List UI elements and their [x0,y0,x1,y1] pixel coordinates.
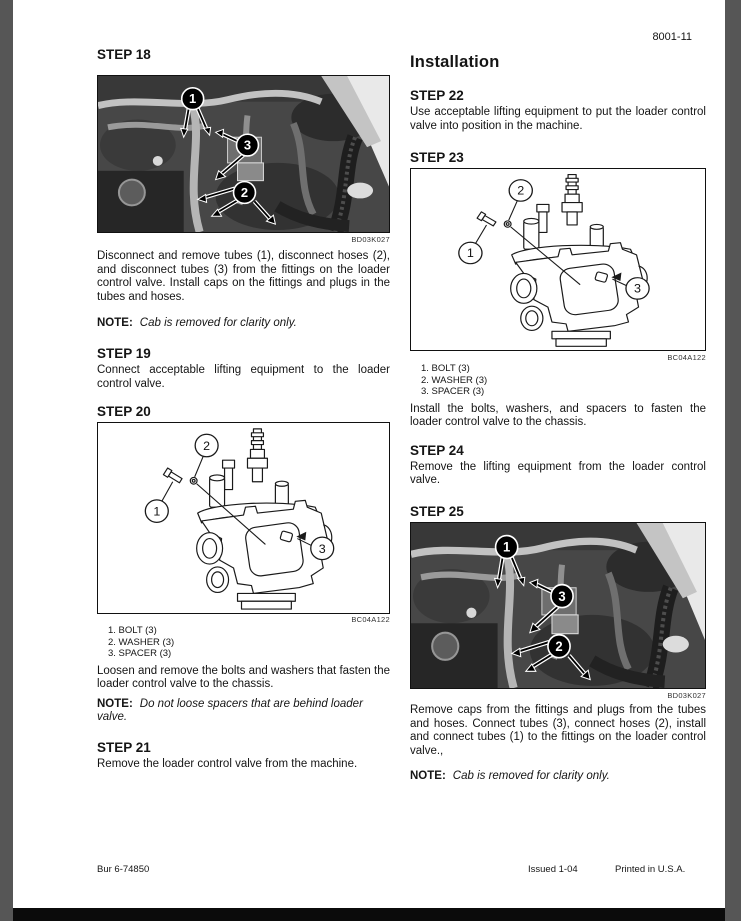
step-24-heading: STEP 24 [410,442,464,458]
step-21-heading: STEP 21 [97,740,151,756]
legend-item: 2. WASHER (3) [108,636,175,648]
step-25-photo [410,522,706,689]
step-20-body: Loosen and remove the bolts and washers that fasten the loader control valve to the chassis. [97,664,390,691]
legend-item: 3. SPACER (3) [421,386,485,398]
step-19-body: Connect acceptable lifting equipment to the loader control valve. [97,363,390,390]
step-24-body: Remove the lifting equipment from the loader control valve. [410,460,706,487]
note-label: NOTE: [97,697,133,710]
step-18-heading: STEP 18 [97,47,151,62]
step-20-legend [97,625,390,660]
step-22-heading: STEP 22 [410,88,464,103]
step-18-body: Disconnect and remove tubes (1), disconnect hoses (2), and disconnect tubes (3) from the fittings on the loader control valve. Install caps on the fittings and plugs in the tubes and hoses. [97,250,390,303]
footer-printed-location: Printed in U.S.A. [615,864,686,875]
figure-code: BD03K027 [667,691,706,701]
figure-code: BC04A122 [667,353,706,363]
legend-item: 2. WASHER (3) [421,374,488,386]
step-19-heading: STEP 19 [97,345,151,361]
column-left [97,47,390,772]
note-label: NOTE: [410,770,446,783]
step-20-diagram [97,422,390,614]
footer-publication-number: Bur 6-74850 [97,864,150,875]
step-23-body: Install the bolts, washers, and spacers to fasten the loader control valve to the chassis. [410,402,706,429]
legend-item: 1. BOLT (3) [421,363,470,375]
section-title: Installation [410,53,500,71]
step-22-body: Use acceptable lifting equipment to put the loader control valve into position in the machine. [410,106,706,132]
step-21-body: Remove the loader control valve from the machine. [97,758,358,771]
figure-code: BC04A122 [351,615,390,625]
footer-issued-date: Issued 1-04 [528,864,578,875]
note-text: Cab is removed for clarity only. [139,317,297,330]
page-number: 8001-11 [652,31,692,43]
step-25-note [410,770,706,784]
step-20-heading: STEP 20 [97,404,151,420]
step-20-note [97,698,390,725]
figure-code: BD03K027 [351,235,390,244]
legend-item: 3. SPACER (3) [108,648,172,660]
legend-item: 1. BOLT (3) [108,625,157,637]
column-right [410,31,706,784]
step-25-heading: STEP 25 [410,504,464,520]
note-text: Cab is removed for clarity only. [452,770,610,783]
viewer-bottom-bar [13,908,725,921]
viewer-gutter-left [0,0,13,921]
note-text: Do not loose spacers that are behind loader valve. [97,697,363,724]
step-18-note [97,317,390,331]
step-18-photo [97,75,390,233]
viewer-gutter-right [725,0,741,921]
step-25-body: Remove caps from the fittings and plugs from the tubes and hoses. Connect tubes (3), connect hoses (2), install and connect tubes (1) to the fittings on the loader control valve., [410,704,706,757]
step-23-legend [410,363,706,398]
step-23-diagram [410,168,706,351]
note-label: NOTE: [97,317,133,330]
step-23-heading: STEP 23 [410,150,464,166]
